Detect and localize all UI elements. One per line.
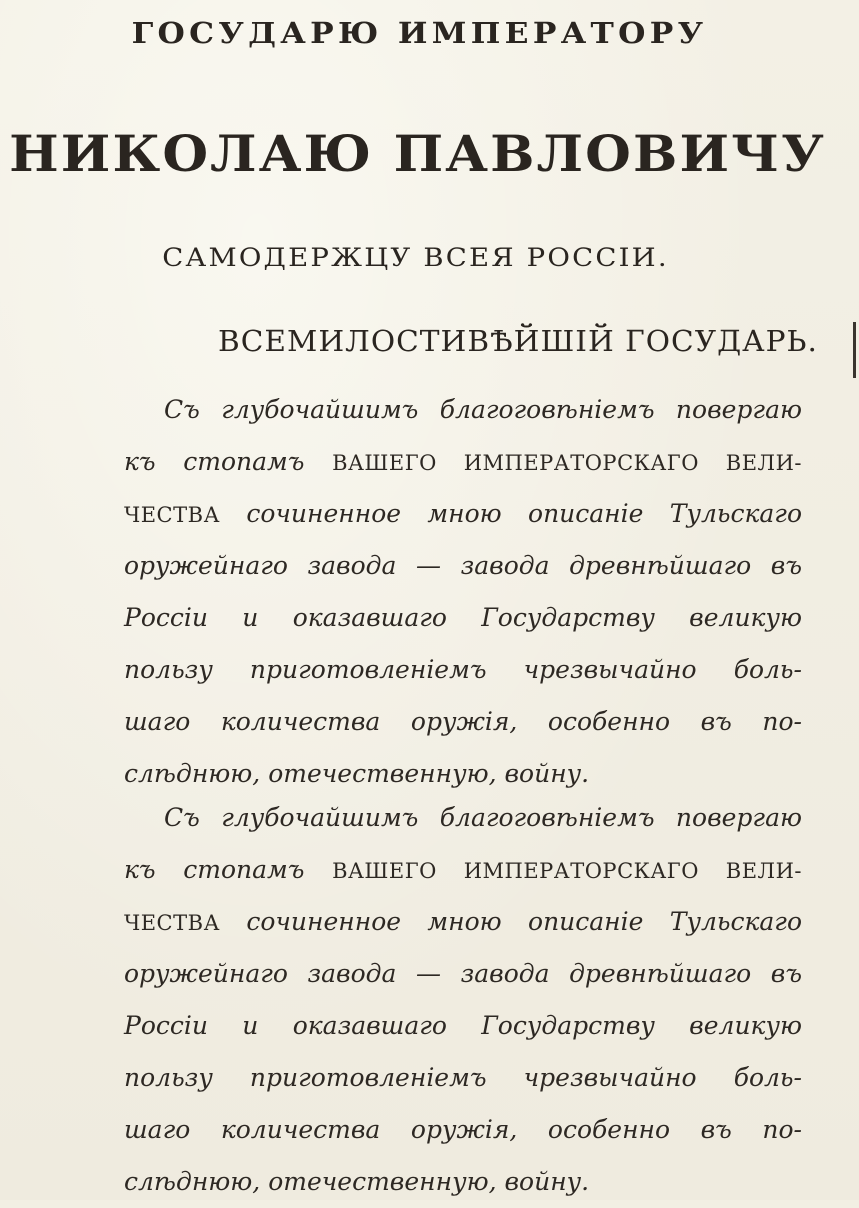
- text-segment: пользу приготовленіемъ чрезвычайно боль-: [124, 1063, 802, 1092]
- text-segment: шаго количества оружія, особенно въ по-: [124, 707, 802, 736]
- text-line: [124, 792, 802, 844]
- text-line: [124, 488, 802, 540]
- text-segment: къ стопамъ: [124, 447, 333, 476]
- emperor-name-heading: НИКОЛАЮ ПАВЛОВИЧУ: [9, 124, 826, 183]
- text-line: [124, 696, 802, 748]
- text-segment: сочиненное мною описаніе Тульскаго: [219, 499, 802, 528]
- text-segment: слѣднюю, отечественную, войну.: [124, 1167, 590, 1196]
- text-line: [124, 1000, 802, 1052]
- text-line: [124, 1104, 802, 1156]
- text-segment: слѣднюю, отечественную, войну.: [124, 759, 590, 788]
- text-segment: шаго количества оружія, особенно въ по-: [124, 1115, 802, 1144]
- text-line: [124, 384, 802, 436]
- text-segment: оружейнаго завода — завода древнѣйшаго въ: [124, 551, 802, 580]
- text-line: [124, 540, 802, 592]
- text-line: [124, 1156, 802, 1208]
- dedication-heading: ГОСУДАРЮ ИМПЕРАТОРУ: [131, 16, 708, 50]
- text-segment: оружейнаго завода — завода древнѣйшаго въ: [124, 959, 802, 988]
- imperial-title-caps: ВАШЕГО ИМПЕРАТОРСКАГО ВЕЛИ-: [332, 859, 802, 883]
- text-line: [124, 644, 802, 696]
- text-line: [124, 948, 802, 1000]
- text-line: [124, 896, 802, 948]
- text-segment: Россіи и оказавшаго Государству великую: [124, 1011, 802, 1040]
- imperial-title-caps: ЧЕСТВА: [124, 911, 220, 935]
- text-line: [124, 844, 802, 896]
- margin-mark: [853, 322, 856, 378]
- text-segment: пользу приготовленіемъ чрезвычайно боль-: [124, 655, 802, 684]
- imperial-title-caps: ВАШЕГО ИМПЕРАТОРСКАГО ВЕЛИ-: [332, 451, 802, 475]
- text-line: [124, 592, 802, 644]
- text-segment: Съ глубочайшимъ благоговѣніемъ повергаю: [164, 803, 802, 832]
- emperor-title-heading: САМОДЕРЖЦУ ВСЕЯ РОССІИ.: [162, 243, 669, 272]
- text-segment: Съ глубочайшимъ благоговѣніемъ повергаю: [164, 395, 802, 424]
- text-line: [124, 436, 802, 488]
- text-segment: Россіи и оказавшаго Государству великую: [124, 603, 802, 632]
- text-line: [124, 1052, 802, 1104]
- text-segment: къ стопамъ: [124, 855, 333, 884]
- salutation-heading: ВСЕМИЛОСТИВѢЙШІЙ ГОСУДАРЬ.: [218, 324, 818, 358]
- imperial-title-caps: ЧЕСТВА: [124, 503, 220, 527]
- text-segment: сочиненное мною описаніе Тульскаго: [219, 907, 802, 936]
